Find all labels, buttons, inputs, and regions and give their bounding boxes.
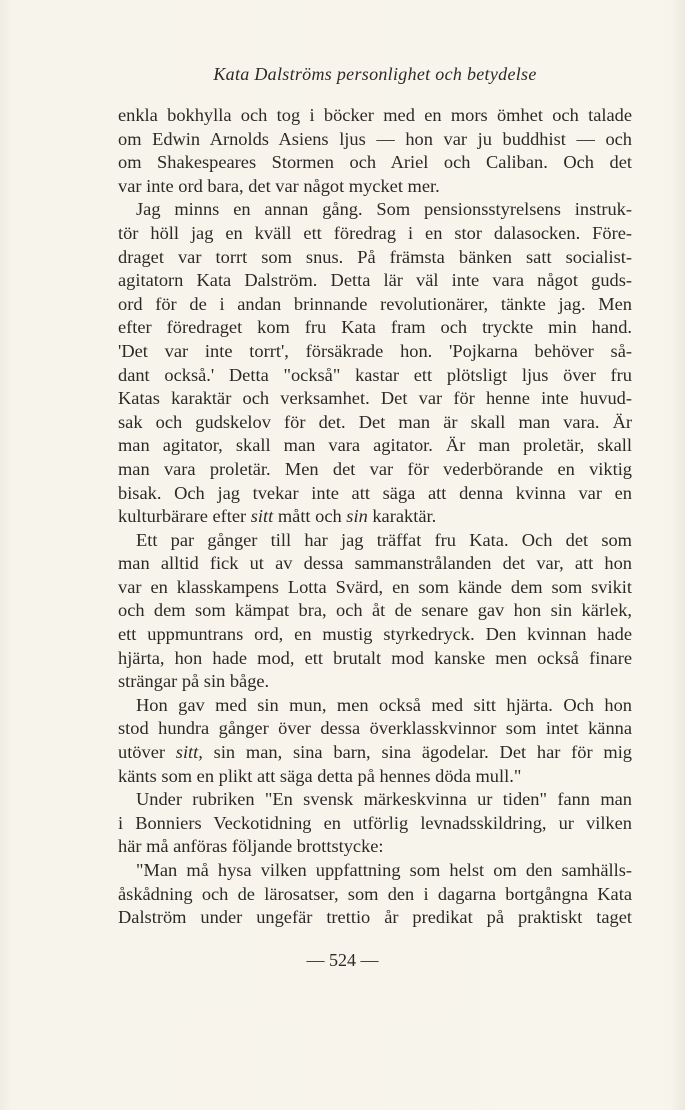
text-line: "Man må hysa vilken uppfattning som helst om den samhälls-: [136, 860, 632, 880]
text-line: efter föredraget kom fru Kata fram och tryckte min hand.: [118, 317, 632, 338]
emphasis: sin: [346, 506, 368, 527]
text-line: ord för de i andan brinnande revolutionärer, tänkte jag. Men: [118, 293, 632, 314]
text-line: Ett par gånger till har jag träffat fru Kata. Och det som: [136, 529, 632, 550]
paragraph-4: [118, 694, 632, 788]
text-line: 'Det var inte torrt', försäkrade hon. 'Pojkarna behöver så-: [118, 340, 632, 361]
body-text: [118, 104, 632, 930]
text-segment: kulturbärare efter: [118, 506, 251, 527]
text-line: sak och gudskelov för det. Det man är skall man vara. Är: [118, 411, 632, 432]
text-line: Hon gav med sin mun, men också med sitt hjärta. Och hon: [136, 694, 632, 715]
text-segment: mått och: [273, 506, 347, 527]
text-line: åskådning och de lärosatser, som den i dagarna bortgångna Kata: [118, 883, 632, 904]
text-line: [118, 505, 632, 529]
page-number: — 524 —: [306, 950, 379, 970]
text-line: var inte ord bara, det var något mycket mer.: [118, 175, 440, 196]
emphasis: sitt,: [175, 742, 203, 763]
text-line: hjärta, hon hade mod, ett brutalt mod kanske men också finare: [118, 647, 632, 668]
text-line: här må anföras följande brottstycke:: [118, 836, 384, 857]
text-line: Under rubriken "En svensk märkeskvinna ur tiden" fann man: [136, 789, 632, 810]
text-segment: karaktär.: [367, 506, 437, 527]
text-segment: sin man, sina barn, sina ägodelar. Det har för mig: [202, 742, 632, 763]
text-line: dant också.' Detta "också" kastar ett plötsligt ljus över fru: [118, 364, 632, 385]
text-line: enkla bokhylla och tog i böcker med en mors ömhet och talade: [118, 105, 632, 125]
text-line: bisak. Och jag tvekar inte att säga att denna kvinna var en: [118, 482, 632, 503]
text-line: strängar på sin båge.: [118, 671, 270, 692]
text-line: man agitator, skall man vara agitator. Är man proletär, skall: [118, 435, 632, 456]
text-line: draget var torrt som snus. På främsta bänken satt socialist-: [118, 246, 632, 267]
text-line: stod hundra gånger över dessa överklasskvinnor som intet känna: [118, 718, 632, 739]
paragraph-6: [118, 859, 632, 930]
text-line: om Shakespeares Stormen och Ariel och Caliban. Och det: [118, 152, 632, 173]
text-line: man vara proletär. Men det var för vederbörande en viktig: [118, 458, 632, 479]
text-line: [118, 741, 632, 765]
paragraph-2: [118, 198, 632, 528]
text-line: och dem som kämpat bra, och åt de senare gav hon sin kärlek,: [118, 600, 632, 621]
text-segment: utöver: [118, 742, 176, 763]
text-line: agitatorn Kata Dalström. Detta lär väl inte vara något guds-: [118, 270, 632, 291]
text-line: tör höll jag en kväll ett föredrag i en stor dalasocken. Före-: [118, 222, 632, 243]
emphasis: sitt: [250, 506, 274, 527]
paragraph-1: [118, 104, 632, 198]
text-line: om Edwin Arnolds Asiens ljus — hon var ju buddhist — och: [118, 128, 632, 149]
text-line: Katas karaktär och verksamhet. Det var för henne inte huvud-: [118, 388, 632, 409]
text-line: känts som en plikt att säga detta på hennes döda mull.": [118, 765, 522, 786]
paragraph-3: [118, 529, 632, 694]
text-line: Jag minns en annan gång. Som pensionsstyrelsens instruk-: [136, 199, 632, 220]
text-line: ett uppmuntrans ord, en mustig styrkedryck. Den kvinnan hade: [118, 624, 632, 645]
text-line: Dalström under ungefär trettio år predikat på praktiskt taget: [118, 907, 632, 928]
text-line: var en klasskampens Lotta Svärd, en som kände dem som svikit: [118, 576, 632, 597]
text-line: man alltid fick ut av dessa sammanstrålanden det var, att hon: [118, 553, 632, 574]
paragraph-5: [118, 788, 632, 859]
running-header: Kata Dalströms personlighet och betydelse: [213, 64, 537, 84]
text-line: i Bonniers Veckotidning en utförlig levnadsskildring, ur vilken: [118, 812, 632, 833]
